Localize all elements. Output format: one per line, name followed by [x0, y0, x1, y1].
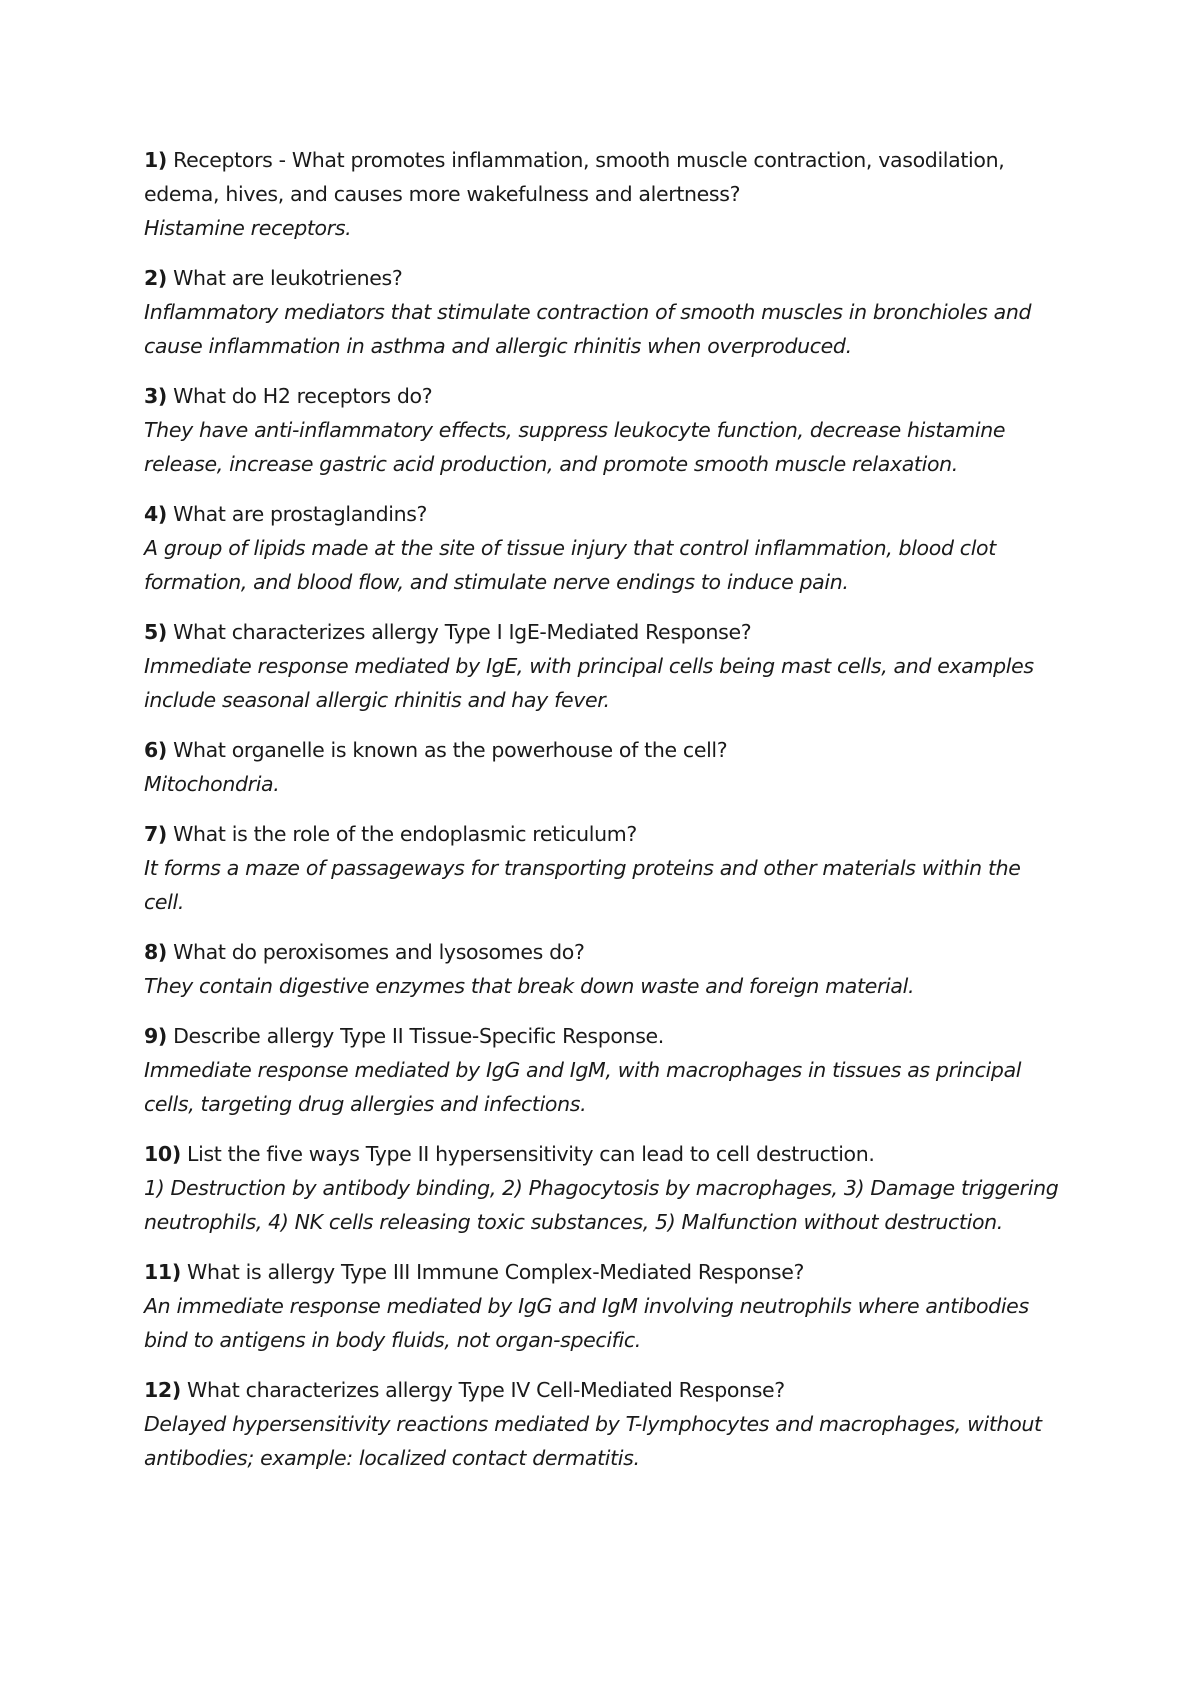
answer-text: Immediate response mediated by IgG and IgM, with macrophages in tissues as principal cells, targeting drug allergies and infections.	[144, 1058, 1022, 1116]
answer-text: Inflammatory mediators that stimulate contraction of smooth muscles in bronchioles and cause inflammation in asthma and allergic rhinitis when overproduced.	[144, 300, 1032, 358]
answer-text: They contain digestive enzymes that break down waste and foreign material.	[144, 974, 915, 998]
question-text: What are prostaglandins?	[166, 502, 428, 526]
question-number: 11)	[144, 1260, 181, 1284]
question	[144, 1019, 1059, 1053]
question-text: Receptors - What promotes inflammation, smooth muscle contraction, vasodilation, edema, hives, and causes more wakefulness and alertness?	[144, 148, 1005, 206]
answer-text: They have anti-inflammatory effects, suppress leukocyte function, decrease histamine release, increase gastric acid production, and promote smooth muscle relaxation.	[144, 418, 1006, 476]
question-text: What do H2 receptors do?	[166, 384, 433, 408]
qa-item-2	[144, 261, 1059, 363]
question-number: 2)	[144, 266, 167, 290]
question	[144, 935, 1059, 969]
question	[144, 261, 1059, 295]
answer-text: It forms a maze of passageways for transporting proteins and other materials within the cell.	[144, 856, 1021, 914]
question-number: 6)	[144, 738, 167, 762]
answer-text: An immediate response mediated by IgG and IgM involving neutrophils where antibodies bind to antigens in body fluids, not organ-specific.	[144, 1294, 1029, 1352]
qa-item-1	[144, 143, 1059, 245]
question	[144, 1137, 1059, 1171]
question-number: 5)	[144, 620, 167, 644]
question-text: What are leukotrienes?	[166, 266, 403, 290]
question-number: 1)	[144, 148, 167, 172]
question-number: 9)	[144, 1024, 167, 1048]
question-answer-list	[144, 143, 1059, 1475]
question	[144, 733, 1059, 767]
question-text: List the five ways Type II hypersensitivity can lead to cell destruction.	[180, 1142, 875, 1166]
answer-text: Histamine receptors.	[144, 216, 352, 240]
question-number: 7)	[144, 822, 167, 846]
question	[144, 379, 1059, 413]
question-text: What is allergy Type III Immune Complex-Mediated Response?	[180, 1260, 805, 1284]
qa-item-9	[144, 1019, 1059, 1121]
question	[144, 497, 1059, 531]
qa-item-5	[144, 615, 1059, 717]
question	[144, 615, 1059, 649]
question-number: 12)	[144, 1378, 181, 1402]
qa-item-4	[144, 497, 1059, 599]
qa-item-7	[144, 817, 1059, 919]
answer-text: 1) Destruction by antibody binding, 2) Phagocytosis by macrophages, 3) Damage triggering neutrophils, 4) NK cells releasing toxic substances, 5) Malfunction without destruction.	[144, 1176, 1059, 1234]
question-text: Describe allergy Type II Tissue-Specific Response.	[166, 1024, 664, 1048]
question-text: What characterizes allergy Type IV Cell-Mediated Response?	[180, 1378, 785, 1402]
question-number: 3)	[144, 384, 167, 408]
qa-item-6	[144, 733, 1059, 801]
qa-item-3	[144, 379, 1059, 481]
question-text: What characterizes allergy Type I IgE-Mediated Response?	[166, 620, 752, 644]
qa-item-12	[144, 1373, 1059, 1475]
question-number: 10)	[144, 1142, 181, 1166]
question-text: What do peroxisomes and lysosomes do?	[166, 940, 585, 964]
question-number: 8)	[144, 940, 167, 964]
question-number: 4)	[144, 502, 167, 526]
qa-item-11	[144, 1255, 1059, 1357]
answer-text: Mitochondria.	[144, 772, 280, 796]
question-text: What is the role of the endoplasmic reticulum?	[166, 822, 637, 846]
question	[144, 1373, 1059, 1407]
qa-item-8	[144, 935, 1059, 1003]
answer-text: Immediate response mediated by IgE, with principal cells being mast cells, and examples include seasonal allergic rhinitis and hay fever.	[144, 654, 1034, 712]
question	[144, 1255, 1059, 1289]
answer-text: A group of lipids made at the site of tissue injury that control inflammation, blood clot formation, and blood flow, and stimulate nerve endings to induce pain.	[144, 536, 996, 594]
question	[144, 143, 1059, 211]
answer-text: Delayed hypersensitivity reactions mediated by T-lymphocytes and macrophages, without antibodies; example: localized contact dermatitis.	[144, 1412, 1042, 1470]
qa-item-10	[144, 1137, 1059, 1239]
question	[144, 817, 1059, 851]
question-text: What organelle is known as the powerhouse of the cell?	[166, 738, 728, 762]
